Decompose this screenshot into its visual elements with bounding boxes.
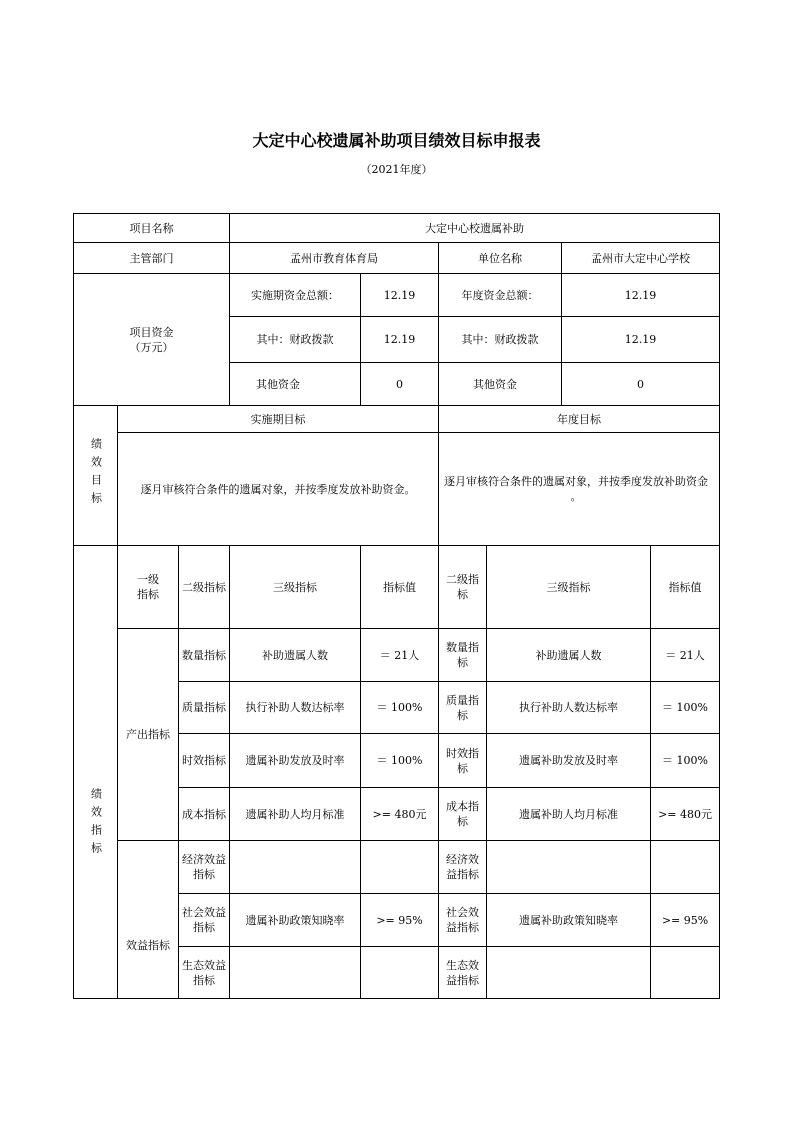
header-period-level3: 三级指标 — [230, 546, 361, 629]
period-total-value: 12.19 — [361, 274, 439, 317]
indicator-value: ＝ 21人 — [361, 629, 439, 682]
annual-other-label: 其他资金 — [439, 363, 562, 406]
period-other-label: 其他资金 — [230, 363, 361, 406]
project-name-label: 项目名称 — [74, 214, 230, 243]
indicator-level2: 质量指标 — [179, 682, 230, 734]
annual-indicator-value-empty — [651, 947, 720, 999]
annual-indicator-level2: 时效指标 — [439, 734, 487, 788]
annual-indicator-level3: 补助遗属人数 — [487, 629, 651, 682]
indicator-level3: 补助遗属人数 — [230, 629, 361, 682]
goals-label-text: 绩效目标 — [89, 437, 103, 510]
indicator-level2: 社会效益指标 — [179, 894, 230, 947]
indicator-value: >= 480元 — [361, 788, 439, 841]
header-period-level2: 二级指标 — [179, 546, 230, 629]
department-value: 孟州市教育体育局 — [230, 243, 439, 274]
header-level1-text: 一级指标 — [137, 573, 159, 601]
annual-indicator-value: ＝ 100% — [651, 734, 720, 788]
group-output-label: 产出指标 — [118, 629, 179, 841]
indicator-value-empty — [361, 947, 439, 999]
indicator-level3: 遗属补助发放及时率 — [230, 734, 361, 788]
goals-label — [74, 406, 118, 546]
form-year: （2021年度） — [360, 163, 433, 176]
period-fiscal-label: 其中：财政拨款 — [230, 317, 361, 363]
indicator-level3: 遗属补助人均月标准 — [230, 788, 361, 841]
annual-goal-text — [439, 433, 720, 546]
unit-label: 单位名称 — [439, 243, 562, 274]
annual-other-value: 0 — [562, 363, 720, 406]
annual-indicator-level2: 社会效益指标 — [439, 894, 487, 947]
indicator-level2: 经济效益指标 — [179, 841, 230, 894]
annual-indicator-level3: 遗属补助政策知晓率 — [487, 894, 651, 947]
annual-indicator-value-empty — [651, 841, 720, 894]
annual-indicator-level2: 数量指标 — [439, 629, 487, 682]
annual-total-value: 12.19 — [562, 274, 720, 317]
annual-indicator-level2: 生态效益指标 — [439, 947, 487, 999]
header-annual-value: 指标值 — [651, 546, 720, 629]
annual-indicator-level2: 成本指标 — [439, 788, 487, 841]
form-title: 大定中心校遗属补助项目绩效目标申报表 — [252, 131, 541, 150]
indicator-level2: 成本指标 — [179, 788, 230, 841]
annual-indicator-level3: 执行补助人数达标率 — [487, 682, 651, 734]
period-fiscal-value: 12.19 — [361, 317, 439, 363]
indicator-value-empty — [361, 841, 439, 894]
header-level1 — [118, 546, 179, 629]
indicator-level2: 数量指标 — [179, 629, 230, 682]
unit-value: 孟州市大定中心学校 — [562, 243, 720, 274]
period-goal-text — [118, 433, 439, 546]
annual-indicator-level3-empty — [487, 947, 651, 999]
project-funds-label — [74, 274, 230, 406]
indicator-level3-empty — [230, 947, 361, 999]
annual-indicator-value: ＝ 100% — [651, 682, 720, 734]
indicators-label-text: 绩效指标 — [89, 788, 103, 860]
indicator-level3-empty — [230, 841, 361, 894]
annual-goal-header: 年度目标 — [439, 406, 720, 433]
annual-indicator-value: >= 95% — [651, 894, 720, 947]
annual-fiscal-value: 12.19 — [562, 317, 720, 363]
project-funds-label-line1: 项目资金 — [129, 325, 174, 339]
header-period-value: 指标值 — [361, 546, 439, 629]
annual-total-label: 年度资金总额： — [439, 274, 562, 317]
header-annual-level3: 三级指标 — [487, 546, 651, 629]
annual-fiscal-label: 其中：财政拨款 — [439, 317, 562, 363]
annual-indicator-level3: 遗属补助人均月标准 — [487, 788, 651, 841]
header-annual-level2: 二级指标 — [439, 546, 487, 629]
indicator-level2: 生态效益指标 — [179, 947, 230, 999]
department-label: 主管部门 — [74, 243, 230, 274]
indicators-label — [74, 546, 118, 999]
annual-indicator-level2: 质量指标 — [439, 682, 487, 734]
indicator-level2: 时效指标 — [179, 734, 230, 788]
period-goal-header: 实施期目标 — [118, 406, 439, 433]
period-total-label: 实施期资金总额： — [230, 274, 361, 317]
period-other-value: 0 — [361, 363, 439, 406]
annual-goal-content: 逐月审核符合条件的遗属对象，并按季度发放补助资金。 — [444, 475, 709, 503]
annual-indicator-value: ＝ 21人 — [651, 629, 720, 682]
indicator-level3: 执行补助人数达标率 — [230, 682, 361, 734]
indicator-value: >= 95% — [361, 894, 439, 947]
project-name-value: 大定中心校遗属补助 — [230, 214, 720, 243]
group-benefit-label: 效益指标 — [118, 841, 179, 999]
period-goal-content: 逐月审核符合条件的遗属对象，并按季度发放补助资金。 — [140, 482, 416, 496]
annual-indicator-level2: 经济效益指标 — [439, 841, 487, 894]
annual-indicator-level3-empty — [487, 841, 651, 894]
performance-target-table — [73, 213, 720, 999]
annual-indicator-value: >= 480元 — [651, 788, 720, 841]
project-funds-label-line2: （万元） — [129, 340, 174, 354]
indicator-value: ＝ 100% — [361, 734, 439, 788]
indicator-value: ＝ 100% — [361, 682, 439, 734]
indicator-level3: 遗属补助政策知晓率 — [230, 894, 361, 947]
annual-indicator-level3: 遗属补助发放及时率 — [487, 734, 651, 788]
